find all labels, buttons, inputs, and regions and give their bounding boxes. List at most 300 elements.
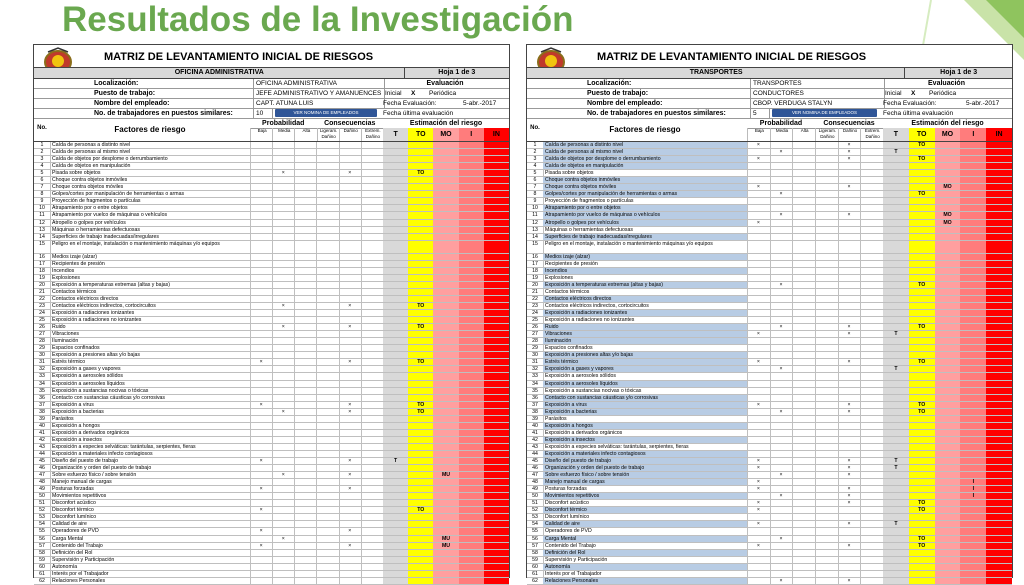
row-cell[interactable] xyxy=(339,198,362,204)
row-cell[interactable] xyxy=(770,444,794,450)
row-cell[interactable] xyxy=(860,409,884,415)
row-cell[interactable] xyxy=(792,423,816,429)
row-cell[interactable]: × xyxy=(272,303,295,309)
row-cell[interactable] xyxy=(815,564,839,570)
row-cell[interactable]: × xyxy=(838,500,862,506)
row-cell[interactable] xyxy=(860,198,884,204)
row-cell[interactable] xyxy=(272,437,295,443)
localizacion-value[interactable]: TRANSPORTES xyxy=(750,79,885,88)
localizacion-value[interactable]: OFICINA ADMINISTRATIVA xyxy=(253,79,385,88)
row-cell[interactable] xyxy=(317,571,340,577)
row-cell[interactable] xyxy=(747,373,771,379)
row-cell[interactable] xyxy=(361,373,384,379)
row-cell[interactable]: × xyxy=(838,521,862,527)
row-cell[interactable] xyxy=(294,317,317,323)
row-cell[interactable] xyxy=(815,472,839,478)
row-cell[interactable] xyxy=(339,578,362,584)
row-cell[interactable] xyxy=(747,345,771,351)
row-cell[interactable] xyxy=(792,184,816,190)
row-cell[interactable] xyxy=(792,416,816,422)
row-cell[interactable] xyxy=(250,275,273,281)
row-cell[interactable] xyxy=(339,177,362,183)
row-cell[interactable]: × xyxy=(339,303,362,309)
row-cell[interactable] xyxy=(815,275,839,281)
row-cell[interactable] xyxy=(747,317,771,323)
row-cell[interactable] xyxy=(815,282,839,288)
row-cell[interactable] xyxy=(747,571,771,577)
row-cell[interactable] xyxy=(317,472,340,478)
row-cell[interactable] xyxy=(770,486,794,492)
row-cell[interactable] xyxy=(272,254,295,260)
row-cell[interactable] xyxy=(838,163,862,169)
row-cell[interactable]: × xyxy=(770,578,794,584)
row-cell[interactable] xyxy=(838,282,862,288)
row-cell[interactable] xyxy=(294,444,317,450)
row-cell[interactable] xyxy=(815,381,839,387)
row-cell[interactable] xyxy=(317,388,340,394)
row-cell[interactable] xyxy=(317,303,340,309)
row-cell[interactable] xyxy=(815,395,839,401)
row-cell[interactable] xyxy=(770,381,794,387)
row-cell[interactable] xyxy=(860,416,884,422)
puesto-value[interactable]: JEFE ADMINISTRATIVO Y AMANUENCES xyxy=(253,89,385,98)
row-cell[interactable] xyxy=(815,289,839,295)
row-cell[interactable] xyxy=(272,282,295,288)
row-cell[interactable] xyxy=(250,557,273,563)
row-cell[interactable] xyxy=(294,331,317,337)
row-cell[interactable] xyxy=(815,212,839,218)
row-cell[interactable] xyxy=(250,303,273,309)
row-cell[interactable] xyxy=(792,437,816,443)
row-cell[interactable] xyxy=(361,500,384,506)
row-cell[interactable] xyxy=(792,507,816,513)
row-cell[interactable]: × xyxy=(339,359,362,365)
row-cell[interactable] xyxy=(361,451,384,457)
row-cell[interactable] xyxy=(317,142,340,148)
row-cell[interactable] xyxy=(792,536,816,542)
row-cell[interactable] xyxy=(361,430,384,436)
row-cell[interactable]: × xyxy=(770,409,794,415)
row-cell[interactable] xyxy=(272,571,295,577)
row-cell[interactable] xyxy=(339,373,362,379)
row-cell[interactable] xyxy=(838,444,862,450)
row-cell[interactable] xyxy=(792,289,816,295)
row-cell[interactable] xyxy=(294,571,317,577)
row-cell[interactable] xyxy=(339,514,362,520)
row-cell[interactable] xyxy=(250,317,273,323)
row-cell[interactable] xyxy=(272,430,295,436)
row-cell[interactable] xyxy=(860,170,884,176)
row-cell[interactable] xyxy=(250,423,273,429)
row-cell[interactable] xyxy=(747,268,771,274)
row-cell[interactable] xyxy=(294,149,317,155)
row-cell[interactable] xyxy=(272,521,295,527)
row-cell[interactable] xyxy=(838,479,862,485)
row-cell[interactable] xyxy=(860,156,884,162)
row-cell[interactable] xyxy=(860,550,884,556)
row-cell[interactable] xyxy=(747,416,771,422)
row-cell[interactable] xyxy=(792,402,816,408)
row-cell[interactable] xyxy=(792,142,816,148)
row-cell[interactable]: × xyxy=(838,331,862,337)
row-cell[interactable] xyxy=(250,289,273,295)
row-cell[interactable] xyxy=(294,437,317,443)
row-cell[interactable] xyxy=(860,557,884,563)
row-cell[interactable] xyxy=(317,458,340,464)
row-cell[interactable] xyxy=(272,451,295,457)
row-cell[interactable]: × xyxy=(838,486,862,492)
row-cell[interactable] xyxy=(317,373,340,379)
row-cell[interactable] xyxy=(250,191,273,197)
row-cell[interactable] xyxy=(770,303,794,309)
row-cell[interactable] xyxy=(860,331,884,337)
row-cell[interactable] xyxy=(272,528,295,534)
row-cell[interactable] xyxy=(770,373,794,379)
row-cell[interactable]: × xyxy=(770,191,794,197)
row-cell[interactable] xyxy=(317,163,340,169)
row-cell[interactable] xyxy=(317,366,340,372)
row-cell[interactable] xyxy=(339,550,362,556)
row-cell[interactable] xyxy=(339,571,362,577)
row-cell[interactable] xyxy=(815,170,839,176)
row-cell[interactable] xyxy=(339,352,362,358)
row-cell[interactable] xyxy=(317,578,340,584)
ver-nomina-button[interactable]: VER NOMINA DE EMPLEADOS xyxy=(275,109,377,117)
row-cell[interactable] xyxy=(770,557,794,563)
row-cell[interactable] xyxy=(250,395,273,401)
row-cell[interactable] xyxy=(747,557,771,563)
row-cell[interactable]: × xyxy=(838,465,862,471)
row-cell[interactable]: × xyxy=(250,458,273,464)
row-cell[interactable] xyxy=(272,388,295,394)
row-cell[interactable] xyxy=(792,514,816,520)
row-cell[interactable] xyxy=(272,338,295,344)
row-cell[interactable] xyxy=(250,142,273,148)
row-cell[interactable] xyxy=(294,366,317,372)
row-cell[interactable]: × xyxy=(272,472,295,478)
row-cell[interactable] xyxy=(860,234,884,240)
row-cell[interactable]: × xyxy=(747,142,771,148)
row-cell[interactable]: × xyxy=(339,402,362,408)
row-cell[interactable] xyxy=(747,191,771,197)
row-cell[interactable] xyxy=(860,282,884,288)
row-cell[interactable] xyxy=(792,261,816,267)
row-cell[interactable] xyxy=(294,296,317,302)
row-cell[interactable] xyxy=(815,345,839,351)
row-cell[interactable] xyxy=(339,227,362,233)
row-cell[interactable] xyxy=(860,142,884,148)
row-cell[interactable] xyxy=(792,163,816,169)
row-cell[interactable]: × xyxy=(770,493,794,499)
row-cell[interactable] xyxy=(339,205,362,211)
row-cell[interactable]: × xyxy=(272,324,295,330)
row-cell[interactable] xyxy=(747,395,771,401)
row-cell[interactable] xyxy=(272,550,295,556)
row-cell[interactable] xyxy=(792,220,816,226)
row-cell[interactable] xyxy=(770,458,794,464)
row-cell[interactable] xyxy=(792,479,816,485)
row-cell[interactable] xyxy=(250,220,273,226)
row-cell[interactable] xyxy=(339,142,362,148)
row-cell[interactable] xyxy=(361,275,384,281)
row-cell[interactable] xyxy=(815,241,839,253)
row-cell[interactable] xyxy=(747,578,771,584)
row-cell[interactable] xyxy=(815,261,839,267)
row-cell[interactable] xyxy=(770,451,794,457)
row-cell[interactable] xyxy=(747,289,771,295)
row-cell[interactable] xyxy=(747,366,771,372)
row-cell[interactable] xyxy=(294,479,317,485)
row-cell[interactable] xyxy=(792,366,816,372)
row-cell[interactable] xyxy=(294,156,317,162)
row-cell[interactable]: × xyxy=(747,458,771,464)
row-cell[interactable] xyxy=(361,268,384,274)
row-cell[interactable] xyxy=(792,310,816,316)
row-cell[interactable] xyxy=(747,177,771,183)
row-cell[interactable] xyxy=(294,234,317,240)
row-cell[interactable] xyxy=(317,493,340,499)
row-cell[interactable] xyxy=(250,352,273,358)
row-cell[interactable] xyxy=(317,156,340,162)
row-cell[interactable] xyxy=(838,268,862,274)
row-cell[interactable] xyxy=(317,220,340,226)
row-cell[interactable] xyxy=(272,331,295,337)
row-cell[interactable] xyxy=(294,261,317,267)
row-cell[interactable] xyxy=(339,564,362,570)
row-cell[interactable]: × xyxy=(250,402,273,408)
row-cell[interactable] xyxy=(250,310,273,316)
row-cell[interactable] xyxy=(339,493,362,499)
row-cell[interactable] xyxy=(361,352,384,358)
row-cell[interactable] xyxy=(747,205,771,211)
row-cell[interactable]: × xyxy=(747,521,771,527)
row-cell[interactable] xyxy=(339,345,362,351)
row-cell[interactable] xyxy=(747,493,771,499)
row-cell[interactable] xyxy=(294,241,317,253)
row-cell[interactable] xyxy=(317,543,340,549)
row-cell[interactable] xyxy=(747,388,771,394)
row-cell[interactable]: × xyxy=(747,220,771,226)
row-cell[interactable] xyxy=(250,514,273,520)
row-cell[interactable] xyxy=(770,275,794,281)
row-cell[interactable] xyxy=(860,507,884,513)
row-cell[interactable] xyxy=(294,289,317,295)
row-cell[interactable]: × xyxy=(838,543,862,549)
row-cell[interactable] xyxy=(317,268,340,274)
row-cell[interactable] xyxy=(250,521,273,527)
row-cell[interactable]: × xyxy=(272,409,295,415)
row-cell[interactable] xyxy=(317,205,340,211)
row-cell[interactable]: × xyxy=(747,359,771,365)
row-cell[interactable] xyxy=(294,324,317,330)
row-cell[interactable] xyxy=(815,156,839,162)
row-cell[interactable] xyxy=(317,177,340,183)
row-cell[interactable]: × xyxy=(339,324,362,330)
row-cell[interactable] xyxy=(361,324,384,330)
row-cell[interactable] xyxy=(747,550,771,556)
row-cell[interactable] xyxy=(815,331,839,337)
row-cell[interactable] xyxy=(294,543,317,549)
row-cell[interactable] xyxy=(747,437,771,443)
row-cell[interactable]: × xyxy=(770,536,794,542)
row-cell[interactable] xyxy=(339,381,362,387)
row-cell[interactable] xyxy=(860,493,884,499)
row-cell[interactable] xyxy=(250,261,273,267)
row-cell[interactable] xyxy=(860,564,884,570)
row-cell[interactable] xyxy=(860,388,884,394)
row-cell[interactable] xyxy=(272,142,295,148)
row-cell[interactable] xyxy=(792,578,816,584)
row-cell[interactable] xyxy=(860,444,884,450)
row-cell[interactable] xyxy=(792,458,816,464)
row-cell[interactable] xyxy=(361,163,384,169)
row-cell[interactable] xyxy=(747,234,771,240)
row-cell[interactable] xyxy=(838,416,862,422)
row-cell[interactable] xyxy=(272,261,295,267)
row-cell[interactable] xyxy=(294,528,317,534)
row-cell[interactable] xyxy=(838,536,862,542)
row-cell[interactable] xyxy=(272,163,295,169)
row-cell[interactable] xyxy=(815,479,839,485)
row-cell[interactable] xyxy=(339,451,362,457)
row-cell[interactable] xyxy=(272,444,295,450)
row-cell[interactable] xyxy=(317,241,340,253)
row-cell[interactable] xyxy=(838,507,862,513)
row-cell[interactable] xyxy=(272,507,295,513)
row-cell[interactable] xyxy=(860,345,884,351)
row-cell[interactable]: × xyxy=(770,282,794,288)
row-cell[interactable] xyxy=(339,317,362,323)
row-cell[interactable] xyxy=(792,373,816,379)
row-cell[interactable] xyxy=(747,528,771,534)
row-cell[interactable] xyxy=(317,212,340,218)
row-cell[interactable] xyxy=(860,402,884,408)
row-cell[interactable] xyxy=(815,352,839,358)
row-cell[interactable] xyxy=(272,220,295,226)
row-cell[interactable] xyxy=(272,296,295,302)
row-cell[interactable] xyxy=(361,254,384,260)
row-cell[interactable] xyxy=(860,451,884,457)
row-cell[interactable] xyxy=(747,296,771,302)
row-cell[interactable]: × xyxy=(838,142,862,148)
trabajadores-value[interactable]: 10 xyxy=(253,109,273,118)
row-cell[interactable] xyxy=(860,366,884,372)
row-cell[interactable] xyxy=(294,345,317,351)
row-cell[interactable] xyxy=(272,177,295,183)
row-cell[interactable] xyxy=(792,543,816,549)
row-cell[interactable] xyxy=(317,409,340,415)
row-cell[interactable] xyxy=(294,338,317,344)
row-cell[interactable] xyxy=(317,170,340,176)
row-cell[interactable] xyxy=(838,345,862,351)
row-cell[interactable] xyxy=(792,359,816,365)
row-cell[interactable] xyxy=(792,170,816,176)
row-cell[interactable] xyxy=(815,324,839,330)
row-cell[interactable] xyxy=(815,514,839,520)
row-cell[interactable]: × xyxy=(339,409,362,415)
row-cell[interactable]: × xyxy=(250,507,273,513)
row-cell[interactable] xyxy=(250,564,273,570)
row-cell[interactable] xyxy=(317,234,340,240)
row-cell[interactable] xyxy=(361,423,384,429)
row-cell[interactable]: × xyxy=(838,409,862,415)
row-cell[interactable] xyxy=(747,514,771,520)
row-cell[interactable] xyxy=(317,465,340,471)
row-cell[interactable] xyxy=(838,310,862,316)
row-cell[interactable] xyxy=(770,359,794,365)
row-cell[interactable] xyxy=(815,227,839,233)
row-cell[interactable] xyxy=(294,486,317,492)
row-cell[interactable] xyxy=(770,521,794,527)
row-cell[interactable] xyxy=(294,303,317,309)
row-cell[interactable] xyxy=(339,191,362,197)
row-cell[interactable]: × xyxy=(339,458,362,464)
row-cell[interactable]: × xyxy=(747,184,771,190)
row-cell[interactable] xyxy=(838,564,862,570)
row-cell[interactable] xyxy=(815,234,839,240)
row-cell[interactable] xyxy=(770,500,794,506)
row-cell[interactable] xyxy=(860,317,884,323)
row-cell[interactable] xyxy=(250,324,273,330)
row-cell[interactable] xyxy=(770,234,794,240)
row-cell[interactable] xyxy=(770,331,794,337)
row-cell[interactable] xyxy=(250,296,273,302)
row-cell[interactable] xyxy=(361,409,384,415)
row-cell[interactable] xyxy=(770,241,794,253)
row-cell[interactable] xyxy=(792,486,816,492)
row-cell[interactable] xyxy=(838,170,862,176)
row-cell[interactable] xyxy=(792,303,816,309)
row-cell[interactable] xyxy=(339,479,362,485)
row-cell[interactable] xyxy=(860,184,884,190)
row-cell[interactable] xyxy=(317,507,340,513)
row-cell[interactable] xyxy=(792,275,816,281)
row-cell[interactable]: × xyxy=(339,543,362,549)
row-cell[interactable] xyxy=(770,170,794,176)
row-cell[interactable] xyxy=(815,205,839,211)
row-cell[interactable] xyxy=(317,437,340,443)
row-cell[interactable] xyxy=(272,423,295,429)
row-cell[interactable] xyxy=(250,331,273,337)
row-cell[interactable] xyxy=(317,275,340,281)
row-cell[interactable] xyxy=(792,430,816,436)
row-cell[interactable] xyxy=(792,451,816,457)
row-cell[interactable] xyxy=(317,289,340,295)
row-cell[interactable] xyxy=(250,416,273,422)
row-cell[interactable] xyxy=(317,451,340,457)
row-cell[interactable] xyxy=(250,366,273,372)
row-cell[interactable] xyxy=(317,536,340,542)
row-cell[interactable] xyxy=(272,241,295,253)
row-cell[interactable] xyxy=(272,366,295,372)
row-cell[interactable] xyxy=(770,184,794,190)
row-cell[interactable] xyxy=(272,345,295,351)
row-cell[interactable] xyxy=(747,472,771,478)
row-cell[interactable] xyxy=(815,521,839,527)
row-cell[interactable] xyxy=(317,261,340,267)
row-cell[interactable] xyxy=(747,170,771,176)
row-cell[interactable] xyxy=(770,479,794,485)
row-cell[interactable] xyxy=(770,227,794,233)
row-cell[interactable] xyxy=(250,156,273,162)
row-cell[interactable] xyxy=(792,352,816,358)
row-cell[interactable] xyxy=(770,156,794,162)
row-cell[interactable] xyxy=(747,303,771,309)
row-cell[interactable]: × xyxy=(250,528,273,534)
row-cell[interactable] xyxy=(294,373,317,379)
row-cell[interactable] xyxy=(815,359,839,365)
row-cell[interactable] xyxy=(339,500,362,506)
